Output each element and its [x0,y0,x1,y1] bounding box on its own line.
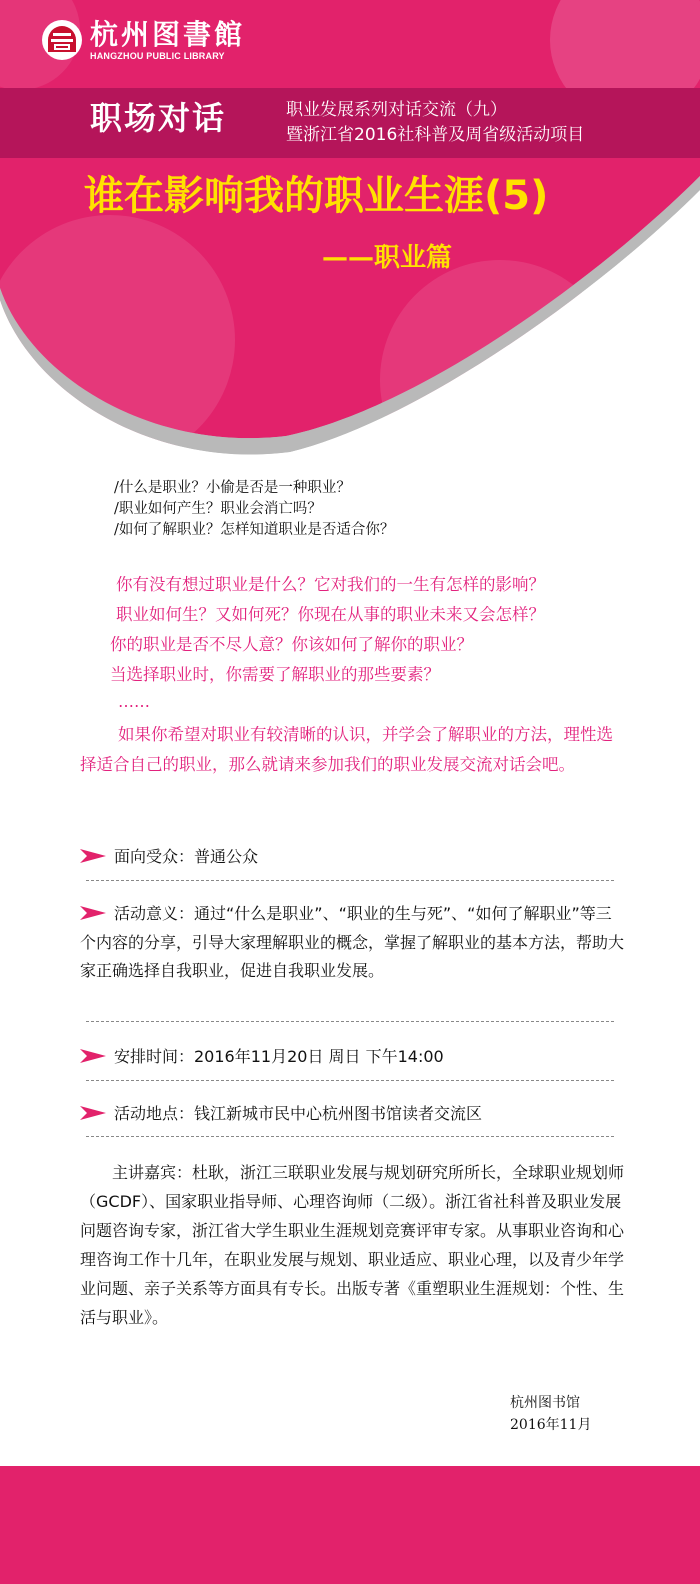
pink-question-1: 你有没有想过职业是什么？它对我们的一生有怎样的影响？ [116,575,545,594]
signature-date: 2016年11月 [510,1417,592,1433]
question-line: /什么是职业？小偷是否是一种职业？ [114,480,351,496]
logo-chinese-name: 杭州图書館 [90,18,246,51]
location-item [80,1100,625,1129]
speaker-bio [80,1158,625,1332]
signature [510,1392,591,1436]
audience-text: 面向受众：普通公众 [114,847,259,866]
logo-english-name: HANGZHOU PUBLIC LIBRARY [90,51,225,61]
pink-question-2: 职业如何生？又如何死？你现在从事的职业未来又会怎样？ [116,605,545,624]
arrow-bullet-icon [80,849,106,863]
significance-text: 活动意义：通过“什么是职业”、“职业的生与死”、“如何了解职业”等三个内容的分享，引导大家理解职业的概念，掌握了解职业的基本方法，帮助大家正确选择自我职业，促进自我职业发展。 [80,904,625,980]
divider [86,1080,614,1081]
time-item [80,1043,625,1072]
question-list [114,478,394,541]
divider [86,1136,614,1137]
header-background-art [0,0,700,470]
pink-question-4: 当选择职业时，你需要了解职业的那些要素？ [110,665,440,684]
ellipsis: …… [118,692,150,711]
signature-organizer: 杭州图书馆 [510,1395,580,1411]
series-title: 职场对话 [90,99,227,137]
divider [86,880,614,881]
audience-item [80,843,625,872]
arrow-bullet-icon [80,1049,106,1063]
footer-band [0,1466,700,1584]
location-text: 活动地点：钱江新城市民中心杭州图书馆读者交流区 [114,1104,483,1123]
invitation-text: 如果你希望对职业有较清晰的认识，并学会了解职业的方法，理性选择适合自己的职业，那么就请来参加我们的职业发展交流对话会吧。 [80,725,613,774]
main-subtitle: ——职业篇 [322,243,453,273]
arrow-bullet-icon [80,1106,106,1120]
significance-item [80,900,625,986]
main-title: 谁在影响我的职业生涯(5) [84,173,549,219]
series-subtitle-line-1: 职业发展系列对话交流（九） [286,100,507,120]
series-subtitle-line-2: 暨浙江省2016社科普及周省级活动项目 [286,125,585,145]
invitation-paragraph [80,720,625,780]
arrow-bullet-icon [80,906,106,920]
pink-question-3: 你的职业是否不尽人意？你该如何了解你的职业？ [110,635,473,654]
time-text: 安排时间：2016年11月20日 周日 下午14:00 [114,1047,444,1066]
question-line: /职业如何产生？职业会消亡吗？ [114,501,322,517]
question-line: /如何了解职业？怎样知道职业是否适合你？ [114,522,395,538]
speaker-bio-text: 主讲嘉宾：杜耿，浙江三联职业发展与规划研究所所长，全球职业规划师（GCDF）、国家职业指导师、心理咨询师（二级）。浙江省社科普及职业发展问题咨询专家，浙江省大学生职业生涯规划竞赛评审专家。从事职业咨询和心理咨询工作十几年，在职业发展与规划、职业适应、职业心理，以及青少年学业问题、亲子关系等方面具有专长。出版专著《重塑职业生涯规划：个性、生活与职业》。 [80,1163,625,1327]
divider [86,1021,614,1022]
library-logo [40,18,245,62]
library-seal-icon [40,18,84,62]
series-subtitle [286,98,584,148]
